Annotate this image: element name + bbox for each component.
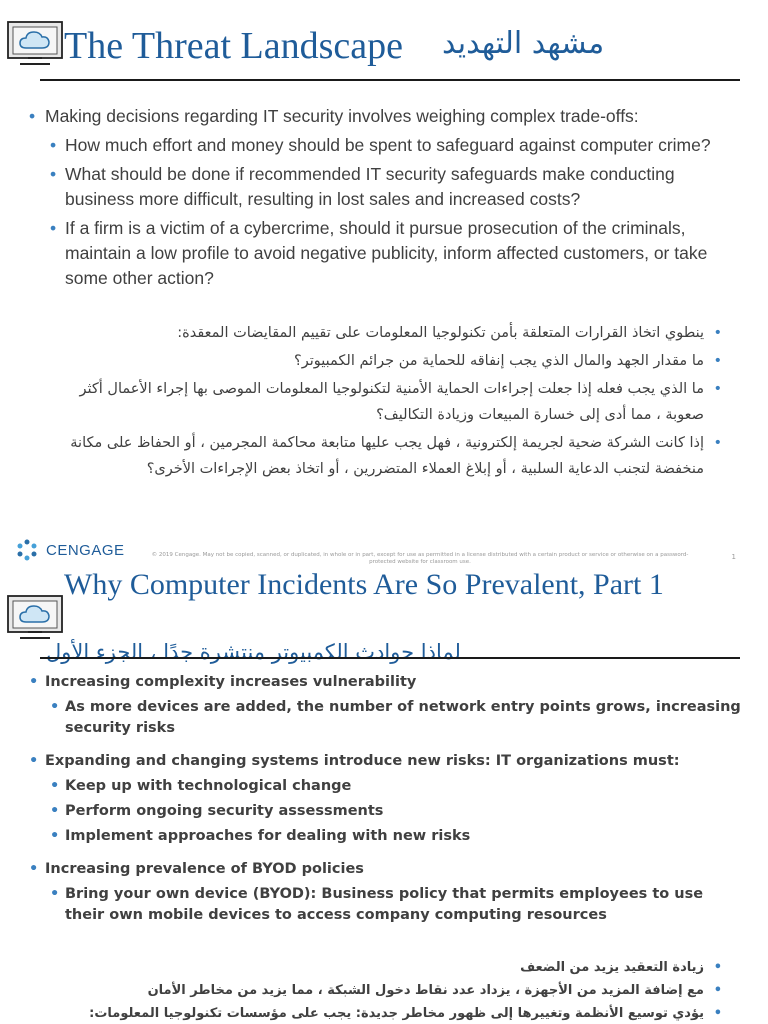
slide-title-arabic: مشهد التهديد	[442, 26, 605, 61]
list-item: • As more devices are added, the number of network entry points grows, increasing security risks	[26, 697, 746, 739]
list-item: • Implement approaches for dealing with new risks	[26, 826, 746, 847]
logo-text: CENGAGE	[46, 541, 125, 559]
list-item: • How much effort and money should be spent to safeguard against computer crime?	[26, 133, 746, 158]
list-item: • إذا كانت الشركة ضحية لجريمة إلكترونية ، فهل يجب عليها متابعة محاكمة المجرمين ، أو الحفاظ على مكانة منخفضة لتجنب الدعاية السلبية ، أو إبلاغ العملاء المتضررين ، أو اتخاذ بعض الإجراءات الأخرى؟	[40, 430, 722, 482]
cengage-logo	[14, 538, 125, 562]
list-item: • Increasing complexity increases vulnerability	[26, 672, 746, 693]
cloud-monitor-icon	[6, 594, 64, 638]
list-item: • Expanding and changing systems introduce new risks: IT organizations must:	[26, 751, 746, 772]
page-number: 1	[731, 553, 736, 561]
list-item: • If a firm is a victim of a cybercrime, should it pursue prosecution of the criminals, maintain a low profile to avoid negative publicity, inform affected customers, or take some other action?	[26, 216, 746, 291]
cengage-pinwheel-icon	[14, 538, 40, 562]
english-bullet-list	[26, 672, 746, 930]
title-underline	[40, 657, 740, 659]
list-item: • مع إضافة المزيد من الأجهزة ، يزداد عدد نقاط دخول الشبكة ، مما يزيد من مخاطر الأمان	[40, 979, 722, 1002]
title-underline	[40, 79, 740, 81]
list-item: • يؤدي توسيع الأنظمة وتغييرها إلى ظهور مخاطر جديدة: يجب على مؤسسات تكنولوجيا المعلومات:	[40, 1002, 722, 1024]
arabic-bullet-list	[40, 320, 722, 484]
slide-title-arabic: لماذا حوادث الكمبيوتر منتشرة جدًا ، الجزء الأول	[46, 640, 461, 664]
slide-computer-incidents	[0, 570, 768, 1024]
list-item: • Perform ongoing security assessments	[26, 801, 746, 822]
list-item: • ما مقدار الجهد والمال الذي يجب إنفاقه للحماية من جرائم الكمبيوتر؟	[40, 348, 722, 374]
list-item: • Making decisions regarding IT security involves weighing complex trade-offs:	[26, 104, 746, 129]
list-item: • What should be done if recommended IT security safeguards make conducting business more difficult, resulting in lost sales and increased costs?	[26, 162, 746, 212]
list-item: • زيادة التعقيد يزيد من الضعف	[40, 956, 722, 979]
english-bullet-list	[26, 104, 746, 295]
arabic-bullet-list	[40, 956, 722, 1024]
cloud-monitor-icon	[6, 20, 64, 64]
list-item: • Keep up with technological change	[26, 776, 746, 797]
list-item: • Increasing prevalence of BYOD policies	[26, 859, 746, 880]
slide-title: Why Computer Incidents Are So Prevalent, Part 1	[64, 570, 664, 601]
list-item: • ينطوي اتخاذ القرارات المتعلقة بأمن تكنولوجيا المعلومات على تقييم المقايضات المعقدة:	[40, 320, 722, 346]
list-item: • Bring your own device (BYOD): Business policy that permits employees to use their own mobile devices to access company computing resources	[26, 884, 746, 926]
list-item: • ما الذي يجب فعله إذا جعلت إجراءات الحماية الأمنية لتكنولوجيا المعلومات الموصى بها إجراء الأعمال أكثر صعوبة ، مما أدى إلى خسارة المبيعات وزيادة التكاليف؟	[40, 376, 722, 428]
slide-title: The Threat Landscape	[64, 25, 404, 67]
copyright-notice: © 2019 Cengage. May not be copied, scanned, or duplicated, in whole or in part, except for use as permitted in a license distributed with a certain product or service or otherwise on a password-protected website for classroom use.	[151, 552, 689, 565]
